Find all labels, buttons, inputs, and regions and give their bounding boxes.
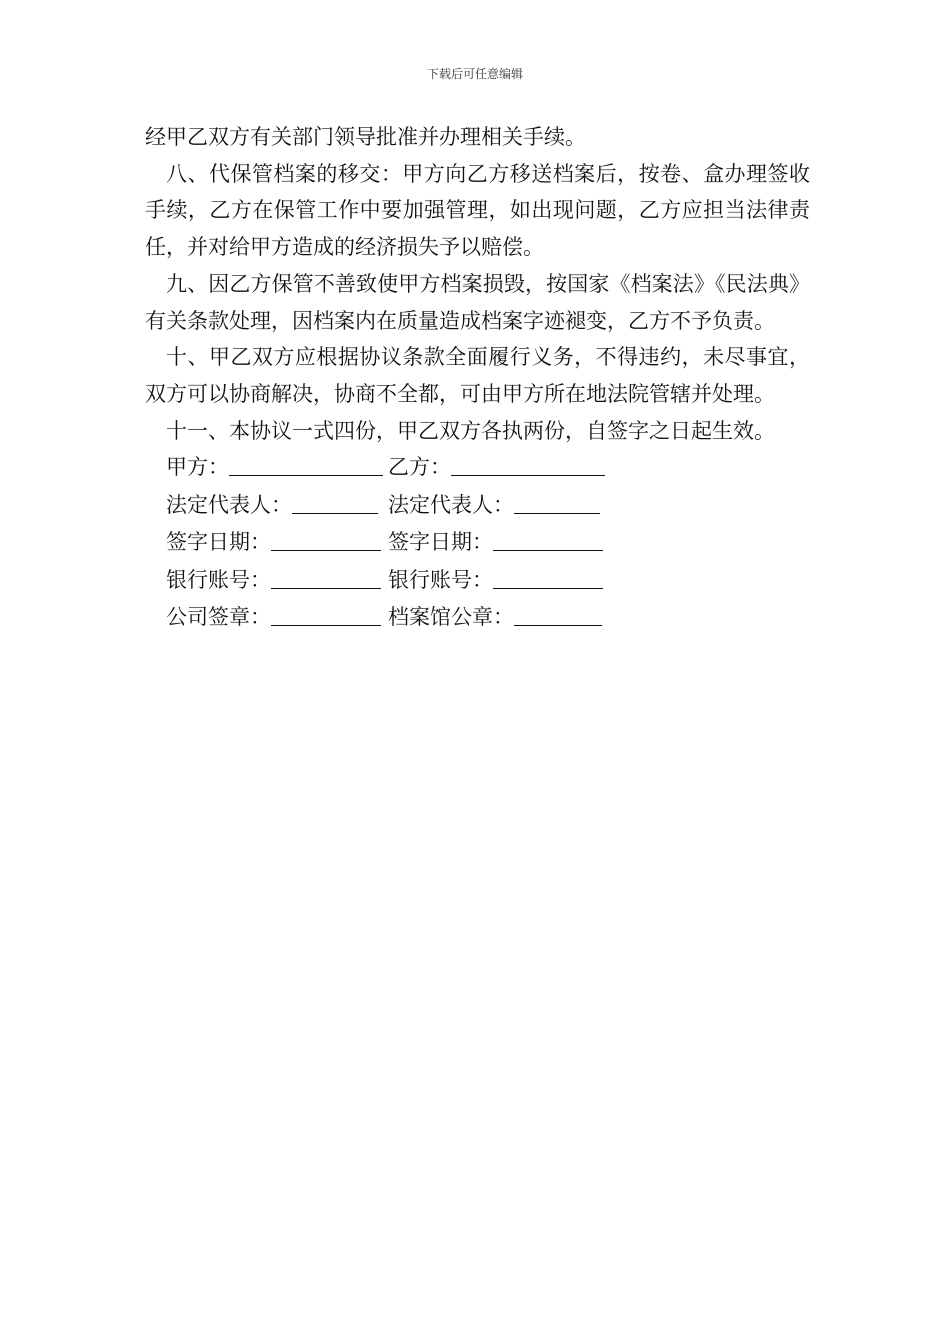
date-a-field	[166, 524, 388, 562]
bank-a-blank[interactable]	[271, 563, 381, 589]
bank-b-field	[388, 562, 603, 600]
legal-rep-b-blank[interactable]	[514, 488, 600, 514]
bank-a-field	[166, 562, 388, 600]
seal-a-field	[166, 599, 388, 637]
party-a-label: 甲方：	[166, 455, 229, 480]
bank-b-blank[interactable]	[493, 563, 603, 589]
paragraph-clause-9: 九、因乙方保管不善致使甲方档案损毁，按国家《档案法》《民法典》有关条款处理，因档案内在质量造成档案字迹褪变，乙方不予负责。	[145, 271, 810, 333]
paragraph-clause-8: 八、代保管档案的移交：甲方向乙方移送档案后，按卷、盒办理签收手续，乙方在保管工作中要加强管理，如出现问题，乙方应担当法律责任，并对给甲方造成的经济损失予以赔偿。	[145, 161, 810, 260]
date-b-field	[388, 524, 603, 562]
legal-rep-a-blank[interactable]	[292, 488, 378, 514]
legal-rep-a-label: 法定代表人：	[166, 492, 292, 517]
date-a-label: 签字日期：	[166, 530, 271, 555]
bank-b-label: 银行账号：	[388, 567, 493, 592]
seal-b-field	[388, 599, 602, 637]
date-a-blank[interactable]	[271, 525, 381, 551]
seal-b-blank[interactable]	[514, 600, 602, 626]
date-b-blank[interactable]	[493, 525, 603, 551]
seal-b-label: 档案馆公章：	[388, 605, 514, 630]
seal-a-label: 公司签章：	[166, 605, 271, 630]
seal-a-blank[interactable]	[271, 600, 381, 626]
party-a-field	[166, 449, 388, 487]
date-b-label: 签字日期：	[388, 530, 493, 555]
signature-row-seal	[145, 599, 810, 637]
legal-rep-b-label: 法定代表人：	[388, 492, 514, 517]
signature-row-parties	[145, 449, 810, 487]
signature-row-date	[145, 524, 810, 562]
signature-row-bank	[145, 562, 810, 600]
document-body	[145, 119, 810, 637]
party-b-blank[interactable]	[451, 450, 605, 476]
paragraph-clause-11: 十一、本协议一式四份，甲乙双方各执两份，自签字之日起生效。	[166, 418, 775, 443]
party-a-blank[interactable]	[229, 450, 383, 476]
party-b-label: 乙方：	[388, 455, 451, 480]
paragraph-continuation: 经甲乙双方有关部门领导批准并办理相关手续。	[145, 125, 586, 149]
legal-rep-a-field	[166, 487, 388, 525]
signature-row-legal-rep	[145, 487, 810, 525]
bank-a-label: 银行账号：	[166, 567, 271, 592]
signature-block	[145, 449, 810, 637]
paragraph-clause-10: 十、甲乙双方应根据协议条款全面履行义务，不得违约，未尽事宜，双方可以协商解决，协商不全都，可由甲方所在地法院管辖并处理。	[145, 345, 810, 406]
page-header-note: 下载后可任意编辑	[426, 67, 523, 81]
legal-rep-b-field	[388, 487, 600, 525]
party-b-field	[388, 449, 605, 487]
